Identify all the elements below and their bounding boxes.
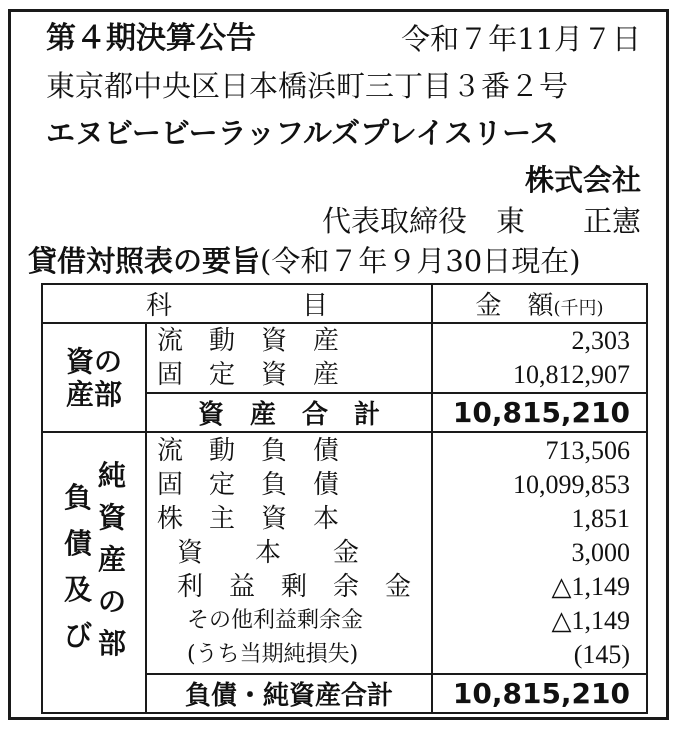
asset-item-label: 流 動 資 産 bbox=[157, 326, 340, 356]
assets-values bbox=[432, 323, 647, 393]
category-char: 資 bbox=[97, 501, 126, 534]
notice-date: 令和７年11月７日 bbox=[401, 22, 641, 56]
assets-items bbox=[146, 323, 432, 393]
asset-item-value: 2,303 bbox=[571, 326, 631, 355]
balance-sheet-table bbox=[41, 283, 648, 714]
liabilities-category-col2 bbox=[95, 455, 129, 665]
liabilities-total-label: 負債・純資産合計 bbox=[146, 674, 432, 713]
category-char: の bbox=[97, 585, 126, 618]
liabilities-total-value: 10,815,210 bbox=[432, 674, 647, 713]
category-char: 産 bbox=[97, 543, 126, 576]
category-char: 部 bbox=[97, 627, 126, 660]
assets-total-label: 資 産 合 計 bbox=[146, 393, 432, 432]
header-amount bbox=[432, 284, 647, 323]
header-subject: 科 目 bbox=[42, 284, 432, 323]
liabilities-items bbox=[146, 432, 432, 674]
bs-title bbox=[28, 244, 581, 278]
assets-category-line: 産部 bbox=[65, 377, 122, 411]
liability-item-label: 資 本 金 bbox=[177, 538, 360, 568]
liability-item-value: 3,000 bbox=[571, 538, 631, 567]
liabilities-category bbox=[42, 432, 146, 713]
liability-item-label: 流 動 負 債 bbox=[157, 436, 340, 466]
bs-title-period: (令和７年９月30日現在) bbox=[260, 244, 581, 278]
liability-item-label: 固 定 負 債 bbox=[157, 470, 340, 500]
category-char: 及 bbox=[63, 573, 92, 606]
table-header-row bbox=[42, 284, 647, 323]
assets-section bbox=[42, 323, 647, 393]
liabilities-values bbox=[432, 432, 647, 674]
category-char: 債 bbox=[63, 527, 92, 560]
representative: 代表取締役 東 正憲 bbox=[321, 204, 641, 238]
liability-item-value: △1,149 bbox=[551, 606, 631, 635]
assets-total-value: 10,815,210 bbox=[432, 393, 647, 432]
asset-item-label: 固 定 資 産 bbox=[157, 360, 340, 390]
liability-item-value: (145) bbox=[573, 640, 631, 669]
company-name-line2: 株式会社 bbox=[524, 163, 641, 197]
category-char: 負 bbox=[63, 481, 92, 514]
header-amount-label: 金 額 bbox=[475, 291, 554, 321]
liability-item-value: 713,506 bbox=[545, 436, 631, 465]
notice-title: 第４期決算公告 bbox=[46, 21, 256, 56]
liability-item-label: 株 主 資 本 bbox=[157, 504, 340, 534]
liabilities-section bbox=[42, 432, 647, 674]
asset-item-value: 10,812,907 bbox=[513, 360, 631, 389]
liability-item-label: (うち当期純損失) bbox=[187, 642, 359, 667]
company-name-line1: エヌビービーラッフルズプレイスリース bbox=[46, 116, 559, 150]
liability-item-value: △1,149 bbox=[551, 572, 631, 601]
category-char: び bbox=[63, 619, 92, 652]
liability-item-label: その他利益剰余金 bbox=[187, 608, 364, 633]
liability-item-value: 1,851 bbox=[571, 504, 631, 533]
assets-category bbox=[42, 323, 146, 432]
liability-item-label: 利 益 剰 余 金 bbox=[177, 572, 412, 602]
company-address: 東京都中央区日本橋浜町三丁目３番２号 bbox=[46, 69, 569, 103]
header-unit: (千円) bbox=[553, 298, 604, 319]
assets-category-line: 資の bbox=[65, 344, 122, 378]
liability-item-value: 10,099,853 bbox=[513, 470, 631, 499]
liabilities-category-col1 bbox=[61, 475, 95, 659]
bs-title-main: 貸借対照表の要旨 bbox=[28, 244, 261, 278]
category-char: 純 bbox=[97, 459, 126, 492]
